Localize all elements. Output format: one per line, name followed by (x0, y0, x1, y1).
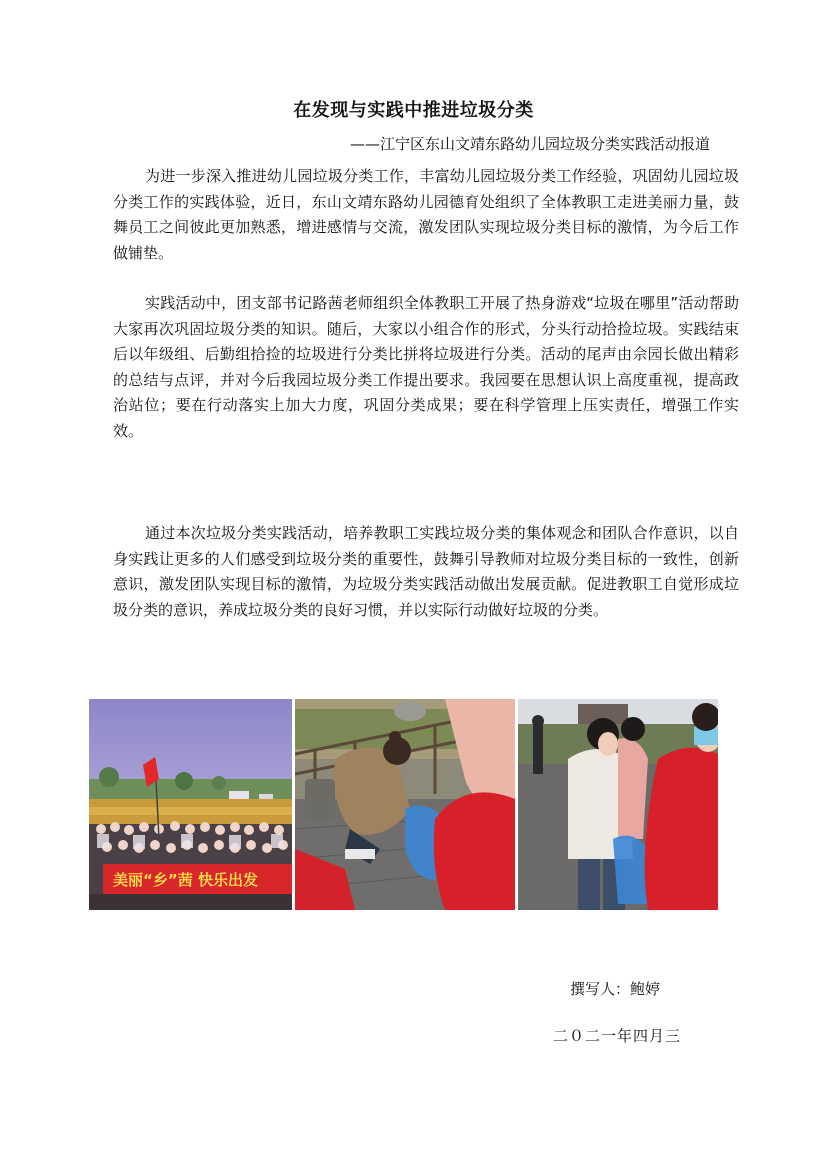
banner-text: 美丽“乡”茜 快乐出发 (113, 871, 258, 889)
author-signature: 撰写人：鲍婷 (570, 980, 661, 998)
group-photo (89, 699, 292, 910)
paragraph-intro: 为进一步深入推进幼儿园垃圾分类工作，丰富幼儿园垃圾分类工作经验，巩固幼儿园垃圾分类工作的实践体验，近日，东山文靖东路幼儿园德育处组织了全体教职工走进美丽力量，鼓舞员工之间彼此更加熟悉，增进感情与交流，激发团队实现垃圾分类目标的激情，为今后工作做铺垫。 (113, 167, 739, 262)
document-title: 在发现与实践中推进垃圾分类 (293, 100, 534, 121)
paragraph-summary: 通过本次垃圾分类实践活动，培养教职工实践垃圾分类的集体观念和团队合作意识，以自身实践让更多的人们感受到垃圾分类的重要性，鼓舞引导教师对垃圾分类目标的一致性，创新意识，激发团队实现目标的激情，为垃圾分类实践活动做出发展贡献。促进教职工自觉形成垃圾分类的意识，养成垃圾分类的良好习惯，并以实际行动做好垃圾的分类。 (113, 524, 739, 619)
document-subtitle: ——江宁区东山文靖东路幼儿园垃圾分类实践活动报道 (349, 135, 710, 153)
paragraph-activity: 实践活动中，团支部书记路茜老师组织全体教职工开展了热身游戏“垃圾在哪里”活动帮助大家再次巩固垃圾分类的知识。随后，大家以小组合作的形式，分头行动拾捡垃圾。实践结束后以年级组、后勤组拾捡的垃圾进行分类比拼将垃圾进行分类。活动的尾声由佘园长做出精彩的总结与点评，并对今后我园垃圾分类工作提出要求。我园要在思想认识上高度重视，提高政治站位；要在行动落实上加大力度，巩固分类成果；要在科学管理上压实责任，增强工作实效。 (113, 294, 739, 440)
trash-pickup-photo (295, 699, 515, 910)
report-date: 二０二一年四月三 (553, 1027, 682, 1045)
trash-sorting-photo (518, 699, 718, 910)
